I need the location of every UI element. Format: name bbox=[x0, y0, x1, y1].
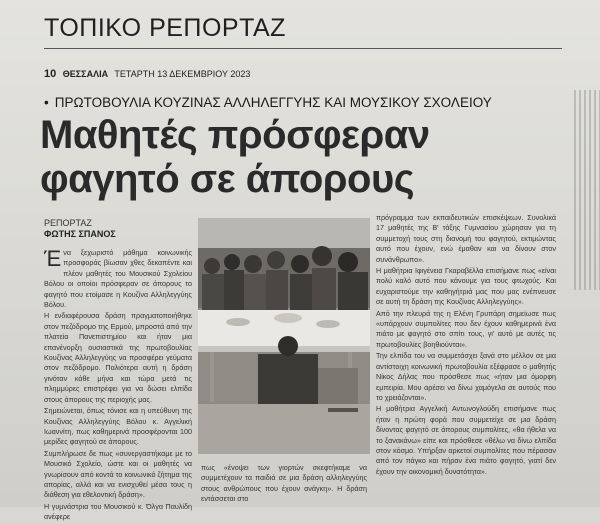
bleed-through-text bbox=[574, 90, 600, 290]
article-column-2-continuation bbox=[201, 463, 367, 506]
article-paragraph: Από την πλευρά της η Ελένη Γρυπάρη σημείωσε πως «υπάρχουν συμπολίτες που δεν έχουν καθημερινά ένα πιάτο με φαγητό στο σπίτι τους, γι' αυτό με αυτές τις πρωτοβουλίες βοηθιούνται». bbox=[376, 308, 556, 349]
kicker-text: ΠΡΩΤΟΒΟΥΛΙΑ ΚΟΥΖΙΝΑΣ ΑΛΛΗΛΕΓΓΥΗΣ ΚΑΙ ΜΟΥΣΙΚΟΥ ΣΧΟΛΕΙΟΥ bbox=[54, 95, 492, 110]
headline bbox=[40, 113, 430, 201]
headline-line-2: φαγητό σε άπορους bbox=[40, 157, 415, 201]
newspaper-name: ΘΕΣΣΑΛΙΑ bbox=[62, 69, 109, 79]
article-column-3 bbox=[376, 213, 556, 478]
article-paragraph: πρόγραμμα των εκπαιδευτικών επισκέψεων. Συνολικά 17 μαθητές της Β' τάξης Γυμνασίου χώρησαν για τη συμμετοχή τους στη διανομή του φαγητού, εκτιμώντας αυτό που έχουν, ενώ έμαθαν και να δίνουν στον συνάνθρωπο». bbox=[376, 213, 556, 264]
page-number: 10 bbox=[44, 68, 57, 80]
article-paragraph: πως «ένοψει των γιορτών σκεφτήκαμε να συμμετέχουν τα παιδιά σε μια δράση αλληλεγγύης στους ανθρώπους που έχουν ανάγκη». Η δράση εντάσσεται στο bbox=[201, 463, 367, 504]
article-paragraph: Συμπλήρωσε δε πως «συνεργαστήκαμε με το Μουσικό Σχολείο, ώστε και οι μαθητές να γνωρίσουν από κοντά το κοινωνικό ζήτημα της απορίας, αλλά και να ενισχυθεί μέσα τους η διάθεση για εθελοντική δράση». bbox=[44, 448, 192, 500]
article-paragraph: Σημειώνεται, όπως τόνισε και η υπεύθυνη της Κουζίνας Αλληλεγγύης Βόλου κ. Αγγελική Ιωαννίτη, πως καθημερινά προσφέρονται 100 μερίδες φαγητού σε άπορους. bbox=[44, 406, 192, 447]
byline-label: ΡΕΠΟΡΤΑΖ bbox=[44, 218, 92, 228]
headline-line-1: Μαθητές πρόσφεραν bbox=[40, 113, 430, 157]
issue-date: ΤΕΤΑΡΤΗ 13 ΔΕΚΕΜΒΡΙΟΥ 2023 bbox=[114, 69, 251, 79]
kicker bbox=[44, 95, 492, 110]
article-paragraph: Η μαθήτρια Ιφιγένεια Γκαραβέλλα επισήμανε πως «είναι πολύ καλό αυτό που κάνουμε για τους φτωχούς. Και ευχαριστούμε την καθηγήτριά μας που μας ενέπνευσε σε αυτή τη δράση της Κουζίνας Αλληλεγγύης». bbox=[376, 266, 556, 307]
article-paragraph: Η μαθήτρια Αγγελική Αντωνογλούδη επισήμανε πως ήταν η πρώτη φορά που συμμετείχε σε μια δράση δίνοντας φαγητό σε άπορους συμπολίτες, «θα ήθελα να το ξανακάνω» είπε και πρόσθεσε «θέλω να δίνω ελπίδα στον κόσμο. Υπήρξαν αρκετοί συμπολίτες που πέρασαν από τον πάγκο και πήραν ένα πιάτο φαγητό, γιατί δεν έχουν την οικονομική δυνατότητα». bbox=[376, 404, 556, 476]
article-column-1 bbox=[44, 248, 192, 524]
article-paragraph: Ένα ξεχωριστό μάθημα κοινωνικής προσφοράς βίωσαν χθες δεκαπέντε και πλέον μαθητές του Μουσικού Σχολείου Βόλου οι οποίοι πρόσφεραν σε άπορους το φαγητό που ετοίμασε η Κουζίνα Αλληλεγγύης Βόλου. bbox=[44, 246, 192, 310]
section-title: ΤΟΠΙΚΟ ΡΕΠΟΡΤΑΖ bbox=[44, 14, 286, 42]
article-paragraph: Η ενδιαφέρουσα δράση πραγματοποιήθηκε στον πεζόδρομο της Ερμού, μπροστά από την πλατεία Πανεπιστημίου και ήταν μια επανένορξη ουσιαστικά της πρωτοβουλίας Κουζίνας Αλληλεγγύης να προσφέρει γεύματα στον πεζόδρομο. Παλιότερα αυτή η δράση γινόταν κάθε μήνα και τώρα μετά τις πλημμύρες επιστρέφει για να δώσει ελπίδα στους άπορους της περιοχής μας. bbox=[44, 311, 192, 404]
byline-author: ΦΩΤΗΣ ΣΠΑΝΟΣ bbox=[44, 229, 116, 239]
article-photo bbox=[198, 218, 370, 454]
bullet-icon: • bbox=[44, 95, 49, 110]
article-paragraph: Την ελπίδα του να συμμετάσχει ξανά στο μέλλον σε μια αντίστοιχη κοινωνική πρωτοβουλία εξέφρασε ο μαθητής Νίκος Δήλας που πρόσθεσε πως «ήταν μια όμορφη εμπειρία. Μου αρέσει να δίνω χαμόγελα σε αυτούς που το χρειάζονται». bbox=[376, 351, 556, 402]
header-rule bbox=[44, 48, 562, 49]
drop-cap: Έ bbox=[44, 246, 62, 271]
article-paragraph: Η γυμνάστρια του Μουσικού κ. Όλγα Παυλίδη ανέφερε bbox=[44, 501, 192, 522]
folio-line bbox=[44, 68, 250, 80]
students-serving-food-photo bbox=[198, 218, 370, 454]
